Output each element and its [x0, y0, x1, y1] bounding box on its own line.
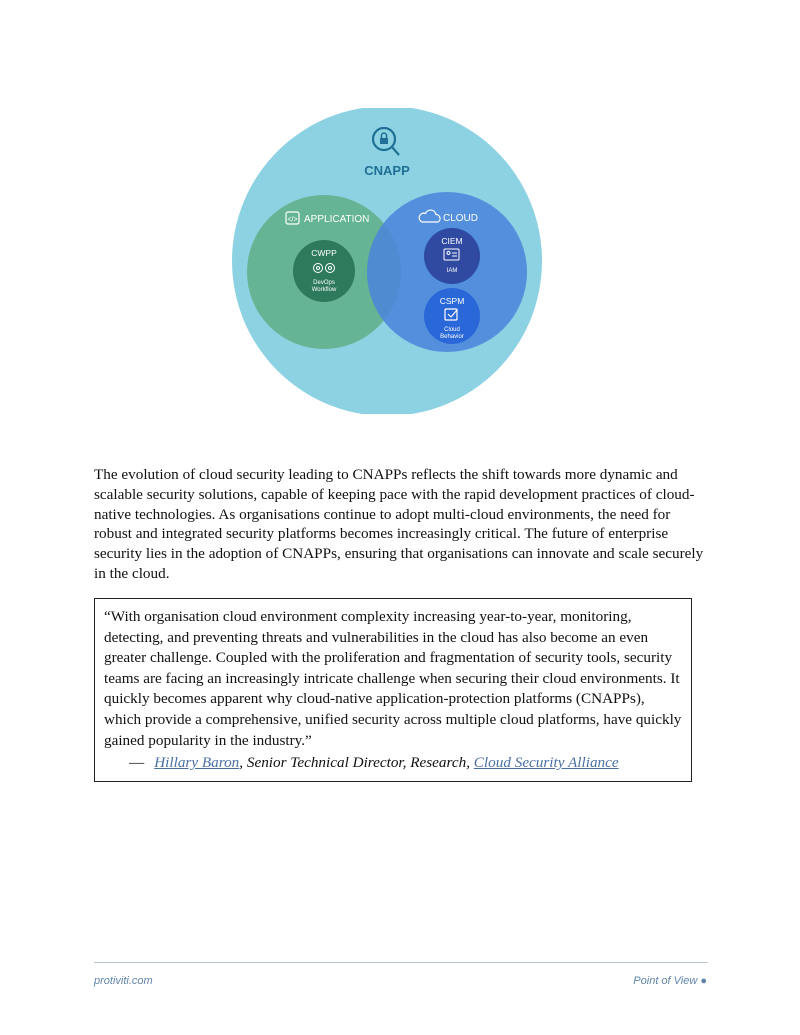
cwpp-title: CWPP [311, 248, 337, 258]
attribution-dash: — [129, 754, 145, 772]
cspm-sub-2: Behavior [440, 334, 464, 340]
quote-box [94, 598, 692, 782]
cwpp-sub-1: DevOps [313, 280, 335, 286]
quote-attribution [129, 753, 682, 773]
ciem-title: CIEM [441, 236, 463, 246]
cspm-sub-1: Cloud [444, 327, 460, 333]
svg-text:</>: </> [287, 216, 298, 224]
cspm-title: CSPM [439, 296, 465, 306]
quote-text: “With organisation cloud environment complexity increasing year-to-year, monitoring, detecting, and preventing threats and vulnerabilities in the cloud has also become an even greater challenge. Coupled with the proliferation and fragmentation of security tools, security teams are facing an increasingly intricate challenge when securing their cloud environments. It quickly becomes apparent why cloud-native application-protection platforms (CNAPPs), which provide a comprehensive, unified security across multiple cloud platforms, have quickly gained popularity in the industry.” [104, 608, 682, 749]
cnapp-title: CNAPP [364, 163, 410, 178]
cwpp-sub-2: Workflow [311, 287, 337, 293]
cloud-label: CLOUD [443, 213, 479, 224]
organization-link[interactable]: Cloud Security Alliance [473, 754, 619, 772]
cnapp-venn-diagram [229, 108, 545, 414]
ciem-sub: IAM [446, 268, 458, 274]
application-label: APPLICATION [304, 214, 370, 225]
body-paragraph: The evolution of cloud security leading to CNAPPs reflects the shift towards more dynamic and scalable security solutions, capable of keeping pace with the rapid development practices of cloud-native technologies. As organisations continue to adopt multi-cloud environments, the need for robust and integrated security platforms becomes increasingly critical. The future of enterprise security lies in the adoption of CNAPPs, ensuring that organisations can innovate and scale securely in the cloud. [94, 466, 704, 582]
footer-section: Point of View ● [633, 975, 707, 987]
author-role: , Senior Technical Director, Research, [239, 754, 474, 772]
footer-site: protiviti.com [94, 975, 153, 987]
author-link[interactable]: Hillary Baron [154, 754, 240, 772]
footer-divider [94, 962, 708, 963]
